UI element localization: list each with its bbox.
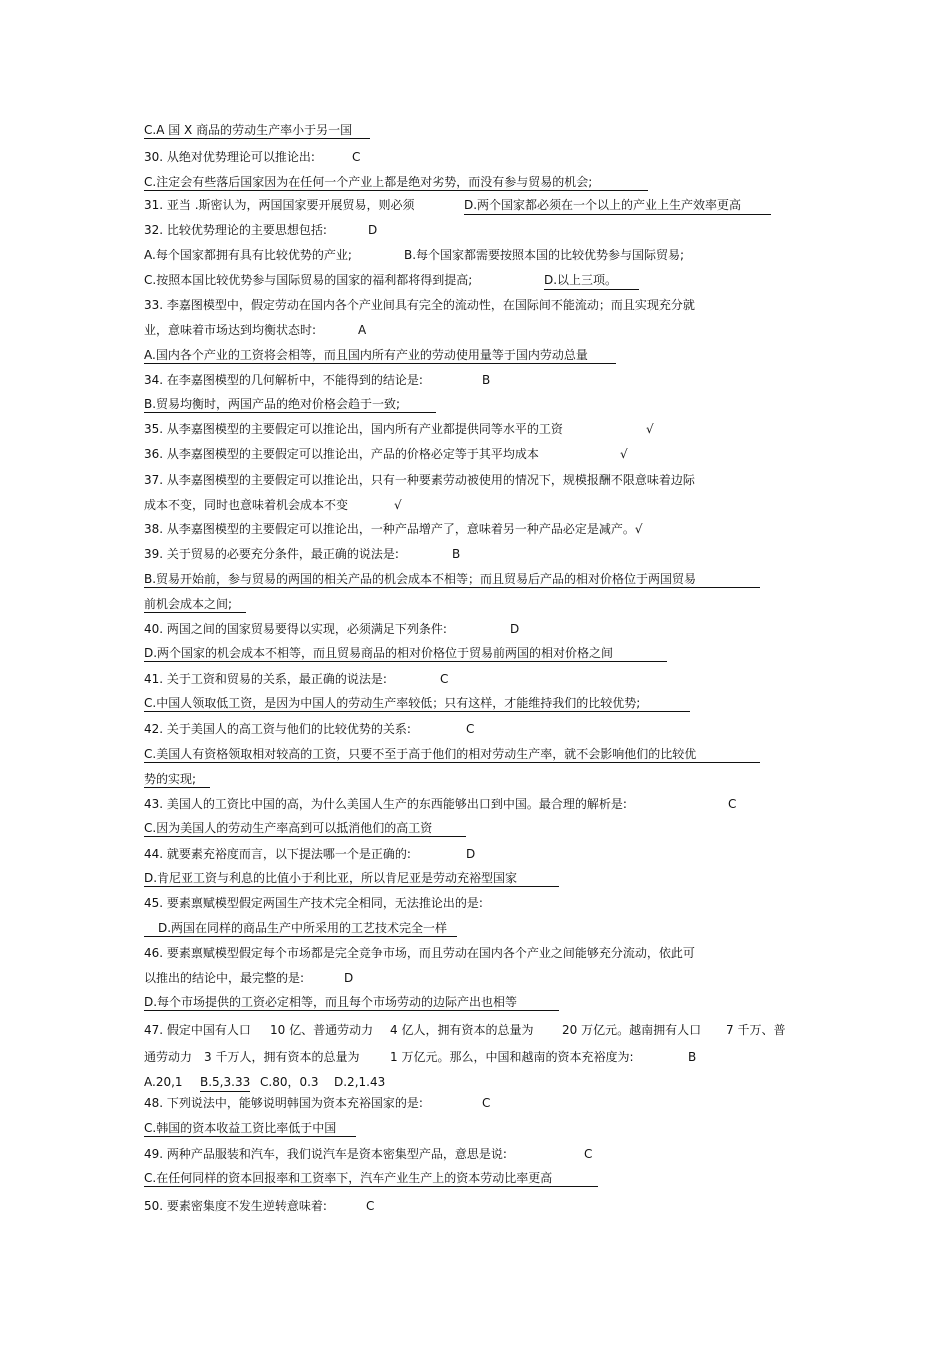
answer-line: A.国内各个产业的工资将会相等，而且国内所有产业的劳动使用量等于国内劳动总量 <box>144 347 616 363</box>
answer-line: D.每个市场提供的工资必定相等，而且每个市场劳动的边际产出也相等 <box>144 994 559 1010</box>
question-47-cont: 通劳动力 3 千万人，拥有资本的总量为 1 万亿元。那么，中国和越南的资本充裕度为: B <box>144 1050 697 1064</box>
answer-line: C.美国人有资格领取相对较高的工资，只要不至于高于他们的相对劳动生产率，就不会影响他们的比较优 <box>144 746 760 762</box>
question-44: 44. 就要素充裕度而言，以下提法哪一个是正确的: D <box>144 847 476 861</box>
question-34: 34. 在李嘉图模型的几何解析中，不能得到的结论是: B <box>144 373 491 387</box>
answer-key: D <box>368 223 378 237</box>
answer-line-cont: 前机会成本之间; <box>144 596 246 612</box>
answer-key: D <box>510 622 520 636</box>
option-line: A.每个国家都拥有具有比较优势的产业; B.每个国家都需要按照本国的比较优势参与国际贸易; <box>144 248 685 262</box>
answer-key: C <box>440 672 449 686</box>
answer-line: D.两个国家的机会成本不相等，而且贸易商品的相对价格位于贸易前两国的相对价格之间 <box>144 645 667 661</box>
question-46: 46. 要素禀赋模型假定每个市场都是完全竞争市场，而且劳动在国内各个产业之间能够充分流动，依此可 <box>144 946 695 960</box>
answer-key: B <box>452 547 461 561</box>
question-48: 48. 下列说法中，能够说明韩国为资本充裕国家的是: C <box>144 1096 491 1110</box>
question-47: 47. 假定中国有人口 10 亿、普通劳动力 4 亿人，拥有资本的总量为 20 万亿元。越南拥有人口 7 千万、普 <box>144 1023 786 1037</box>
answer-key: D <box>344 971 354 985</box>
answer-key: C <box>482 1096 491 1110</box>
answer-line: D.肯尼亚工资与利息的比值小于利比亚，所以肯尼亚是劳动充裕型国家 <box>144 870 559 886</box>
question-50: 50. 要素密集度不发生逆转意味着: C <box>144 1199 375 1213</box>
question-46-cont: 以推出的结论中，最完整的是: D <box>144 971 354 985</box>
answer-line: C.因为美国人的劳动生产率高到可以抵消他们的高工资 <box>144 820 466 836</box>
question-42: 42. 关于美国人的高工资与他们的比较优势的关系: C <box>144 722 475 736</box>
answer-option: D.以上三项。 <box>544 272 639 290</box>
question-37-cont: 成本不变，同时也意味着机会成本不变 √ <box>144 498 402 512</box>
question-41: 41. 关于工资和贸易的关系，最正确的说法是: C <box>144 672 449 686</box>
answer-key: A <box>358 323 367 337</box>
answer-line-cont: 势的实现; <box>144 771 210 787</box>
answer-option: B.5,3.33 <box>200 1074 250 1092</box>
answer-line: B.贸易开始前，参与贸易的两国的相关产品的机会成本不相等；而且贸易后产品的相对价格位于两国贸易 <box>144 571 760 587</box>
question-49: 49. 两种产品服装和汽车，我们说汽车是资本密集型产品，意思是说: C <box>144 1147 593 1161</box>
answer-key: √ <box>394 498 402 512</box>
question-45: 45. 要素禀赋模型假定两国生产技术完全相同，无法推论出的是: <box>144 896 483 910</box>
answer-key: B <box>688 1050 697 1064</box>
question-31: 31. 亚当 .斯密认为，两国国家要开展贸易，则必须 D.两个国家都必须在一个以上的产业上生产效率更高 <box>144 197 415 213</box>
question-30: 30. 从绝对优势理论可以推论出: C <box>144 150 361 164</box>
answer-line: C.韩国的资本收益工资比率低于中国 <box>144 1120 356 1136</box>
question-32: 32. 比较优势理论的主要思想包括: D <box>144 223 378 237</box>
question-37: 37. 从李嘉图模型的主要假定可以推论出，只有一种要素劳动被使用的情况下，规模报酬不限意味着边际 <box>144 473 695 487</box>
answer-line: D.两国在同样的商品生产中所采用的工艺技术完全一样 <box>144 920 457 936</box>
option-line: A.20,1 B.5,3.33 C.80，0.3 D.2,1.43 <box>144 1074 183 1090</box>
answer-key: C <box>366 1199 375 1213</box>
answer-key: D <box>466 847 476 861</box>
answer-key: C <box>466 722 475 736</box>
question-43: 43. 美国人的工资比中国的高，为什么美国人生产的东西能够出口到中国。最合理的解析是: C <box>144 797 737 811</box>
question-39: 39. 关于贸易的必要充分条件，最正确的说法是: B <box>144 547 461 561</box>
answer-key: √ <box>620 447 628 461</box>
answer-line: C.注定会有些落后国家因为在任何一个产业上都是绝对劣势，而没有参与贸易的机会; <box>144 174 648 190</box>
answer-key: C <box>728 797 737 811</box>
answer-line: C.A 国 X 商品的劳动生产率小于另一国 <box>144 122 370 138</box>
question-33-cont: 业，意味着市场达到均衡状态时: A <box>144 323 367 337</box>
question-35: 35. 从李嘉图模型的主要假定可以推论出，国内所有产业都提供同等水平的工资 √ <box>144 422 654 436</box>
answer-line: C.中国人领取低工资，是因为中国人的劳动生产率较低；只有这样，才能维持我们的比较优势; <box>144 695 690 711</box>
question-33: 33. 李嘉图模型中，假定劳动在国内各个产业间具有完全的流动性，在国际间不能流动；而且实现充分就 <box>144 298 695 312</box>
answer-key: √ <box>646 422 654 436</box>
answer-key: B <box>482 373 491 387</box>
answer-option: D.两个国家都必须在一个以上的产业上生产效率更高 <box>464 197 771 215</box>
answer-key: C <box>352 150 361 164</box>
answer-key: C <box>584 1147 593 1161</box>
question-36: 36. 从李嘉图模型的主要假定可以推论出，产品的价格必定等于其平均成本 √ <box>144 447 628 461</box>
answer-line: C.在任何同样的资本回报率和工资率下，汽车产业生产上的资本劳动比率更高 <box>144 1170 598 1186</box>
answer-line: B.贸易均衡时，两国产品的绝对价格会趋于一致; <box>144 396 436 412</box>
question-38: 38. 从李嘉图模型的主要假定可以推论出，一种产品增产了，意味着另一种产品必定是减产。√ <box>144 522 643 536</box>
option-line: C.按照本国比较优势参与国际贸易的国家的福利都将得到提高; D.以上三项。 <box>144 272 472 288</box>
question-40: 40. 两国之间的国家贸易要得以实现，必须满足下列条件: D <box>144 622 520 636</box>
